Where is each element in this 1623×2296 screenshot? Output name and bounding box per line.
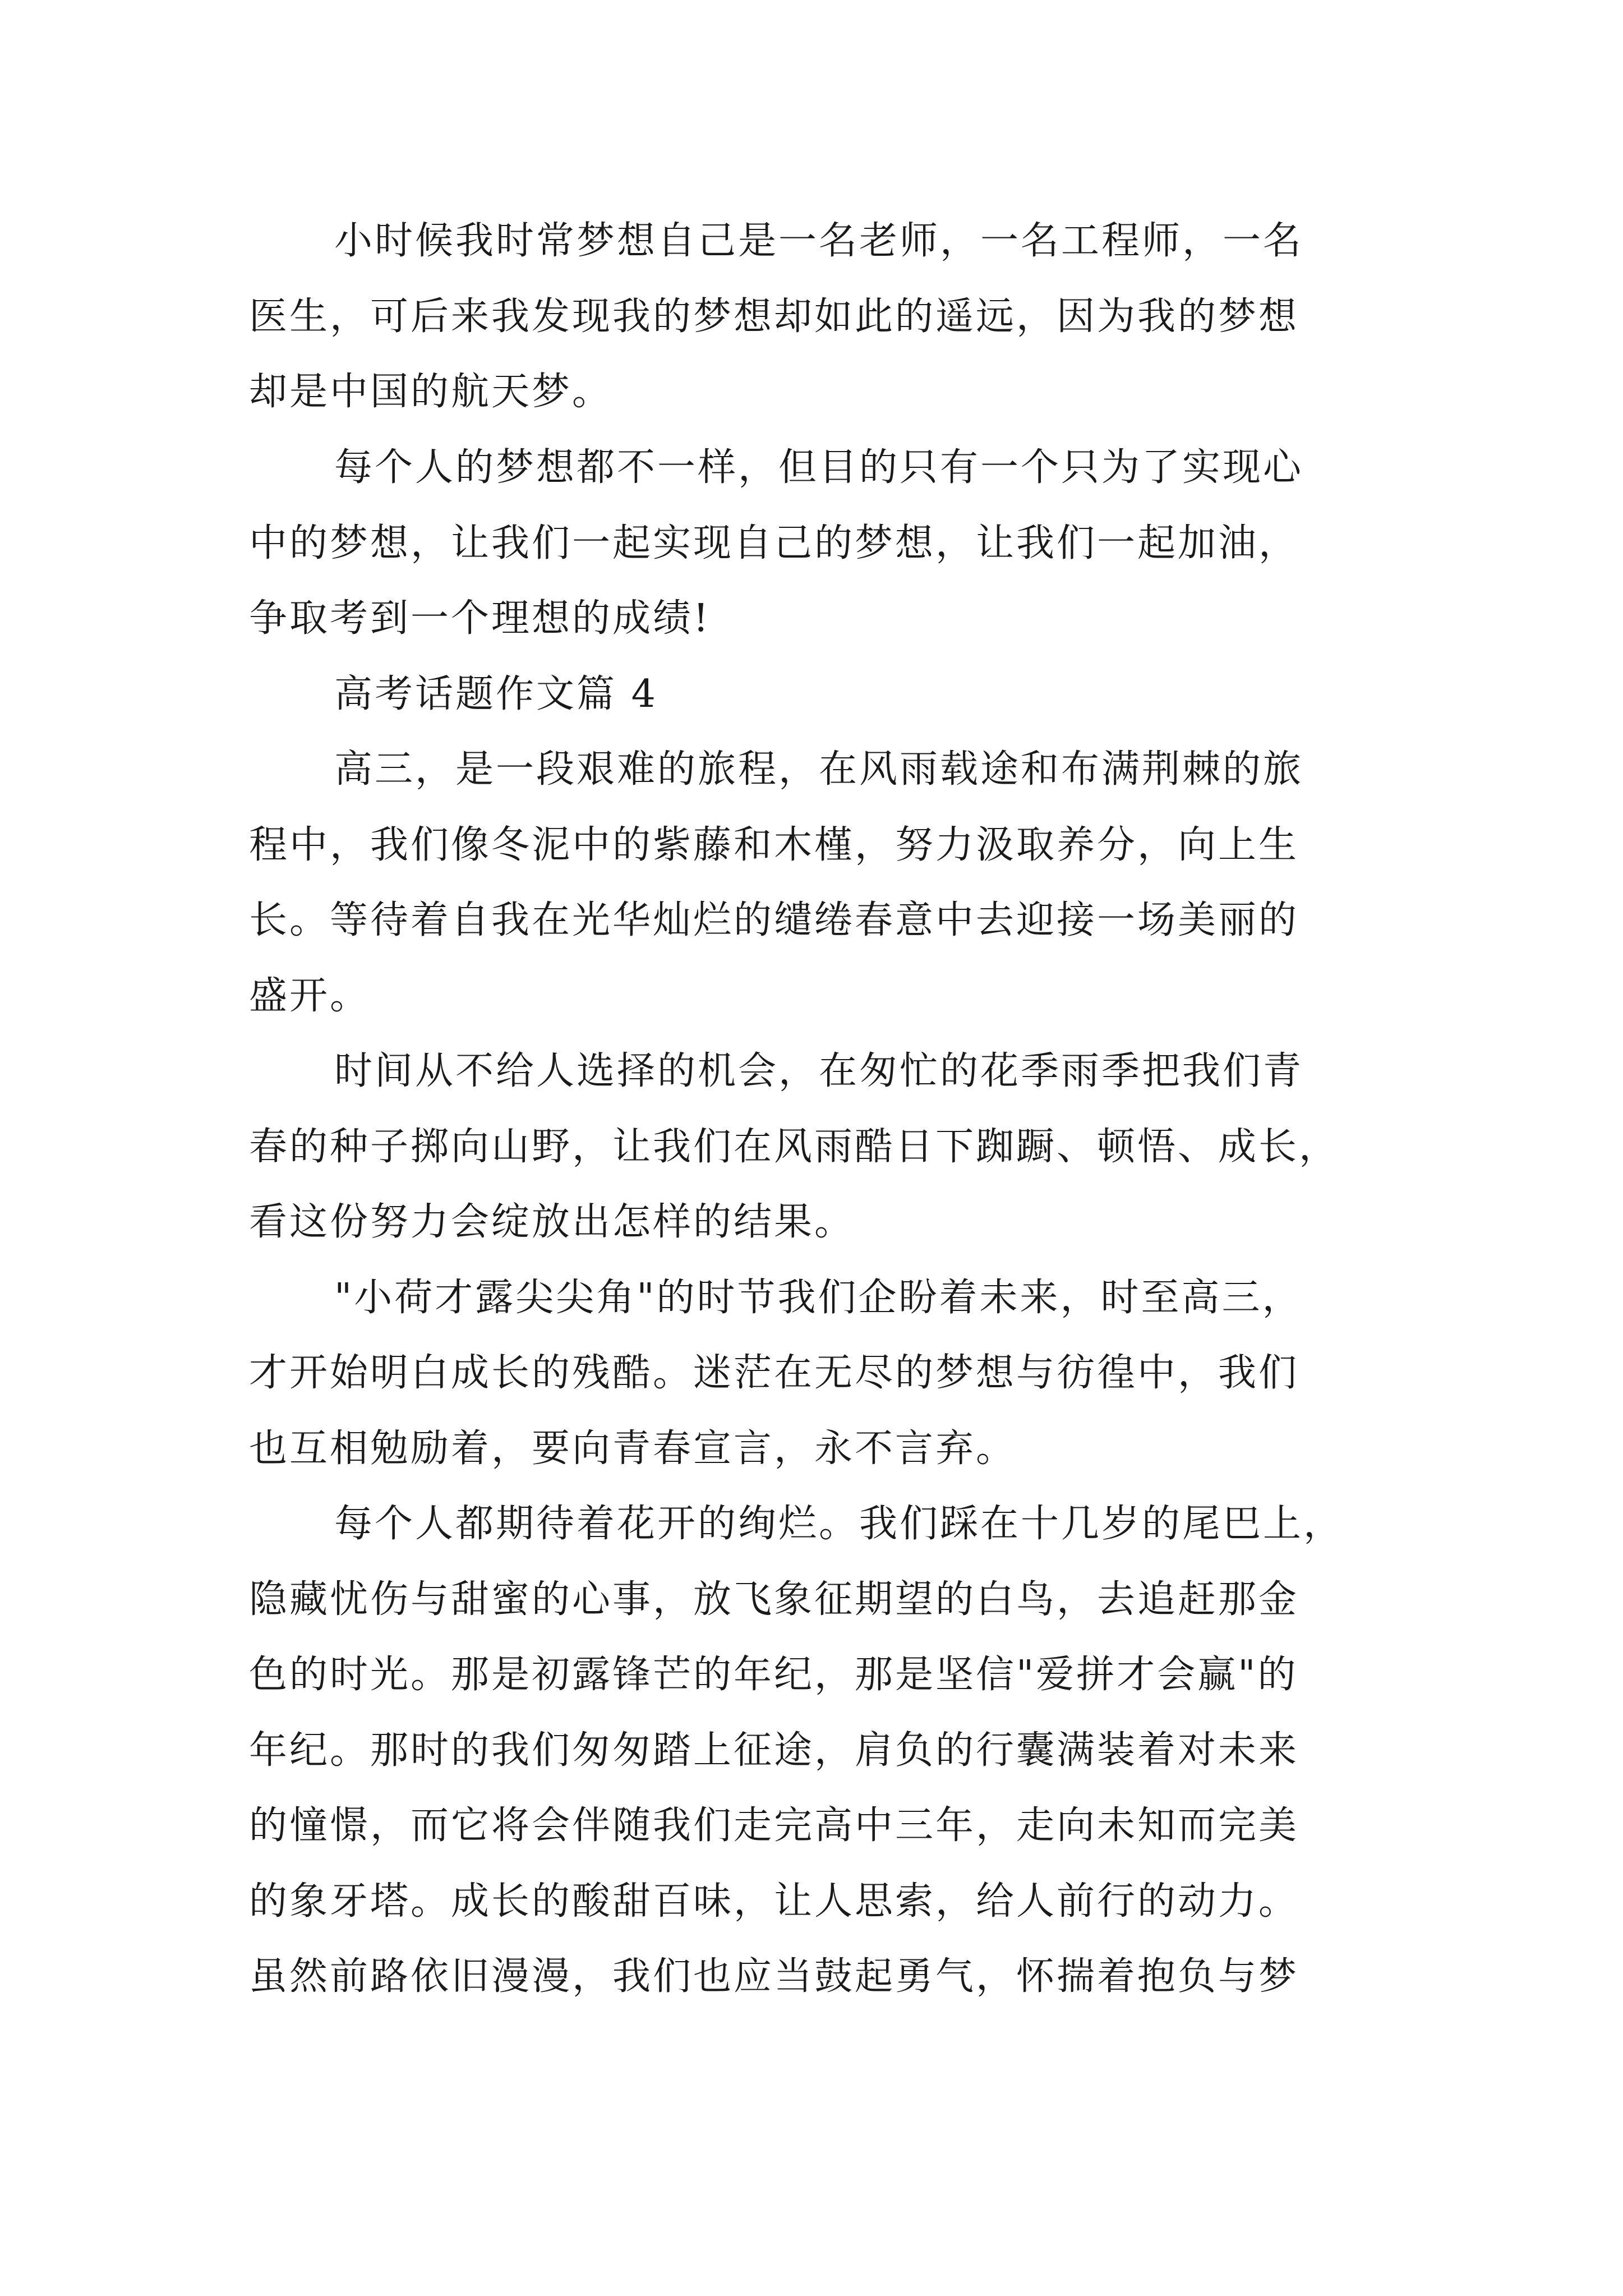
text-line: 看这份努力会绽放出怎样的结果。 xyxy=(249,1200,855,1244)
text-line: 每个人的梦想都不一样，但目的只有一个只为了实现心 xyxy=(334,445,1304,490)
text-line: 才开始明白成长的残酷。迷茫在无尽的梦想与彷徨中，我们 xyxy=(249,1351,1299,1395)
text-line: 医生，可后来我发现我的梦想却如此的遥远，因为我的梦想 xyxy=(249,295,1299,339)
text-line: "小荷才露尖尖角"的时节我们企盼着未来，时至高三， xyxy=(334,1276,1303,1320)
text-line: 春的种子掷向山野，让我们在风雨酷日下踟蹰、顿悟、成长， xyxy=(249,1125,1340,1169)
text-line: 色的时光。那是初露锋芒的年纪，那是坚信"爱拼才会赢"的 xyxy=(249,1653,1298,1697)
text-line: 长。等待着自我在光华灿烂的缱绻春意中去迎接一场美丽的 xyxy=(249,898,1299,942)
text-line: 虽然前路依旧漫漫，我们也应当鼓起勇气，怀揣着抱负与梦 xyxy=(249,1954,1299,1999)
text-line: 高三，是一段艰难的旅程，在风雨载途和布满荆棘的旅 xyxy=(334,747,1304,792)
text-line: 隐藏忧伤与甜蜜的心事，放飞象征期望的白鸟，去追赶那金 xyxy=(249,1577,1299,1622)
text-line: 时间从不给人选择的机会，在匆忙的花季雨季把我们青 xyxy=(334,1049,1304,1093)
text-line: 的憧憬，而它将会伴随我们走完高中三年，走向未知而完美 xyxy=(249,1803,1299,1848)
text-line: 小时候我时常梦想自己是一名老师，一名工程师，一名 xyxy=(334,219,1304,263)
text-line: 也互相勉励着，要向青春宣言，永不言弃。 xyxy=(249,1427,1017,1471)
text-line: 的象牙塔。成长的酸甜百味，让人思索，给人前行的动力。 xyxy=(249,1879,1299,1924)
text-line: 年纪。那时的我们匆匆踏上征途，肩负的行囊满装着对未来 xyxy=(249,1728,1299,1773)
text-line: 却是中国的航天梦。 xyxy=(249,370,613,414)
text-line: 争取考到一个理想的成绩! xyxy=(249,596,711,641)
section-heading: 高考话题作文篇 4 xyxy=(334,672,658,716)
text-line: 盛开。 xyxy=(249,974,371,1018)
text-line: 程中，我们像冬泥中的紫藤和木槿，努力汲取养分，向上生 xyxy=(249,823,1299,867)
text-line: 中的梦想，让我们一起实现自己的梦想，让我们一起加油， xyxy=(249,521,1299,565)
text-line: 每个人都期待着花开的绚烂。我们踩在十几岁的尾巴上， xyxy=(334,1502,1344,1546)
